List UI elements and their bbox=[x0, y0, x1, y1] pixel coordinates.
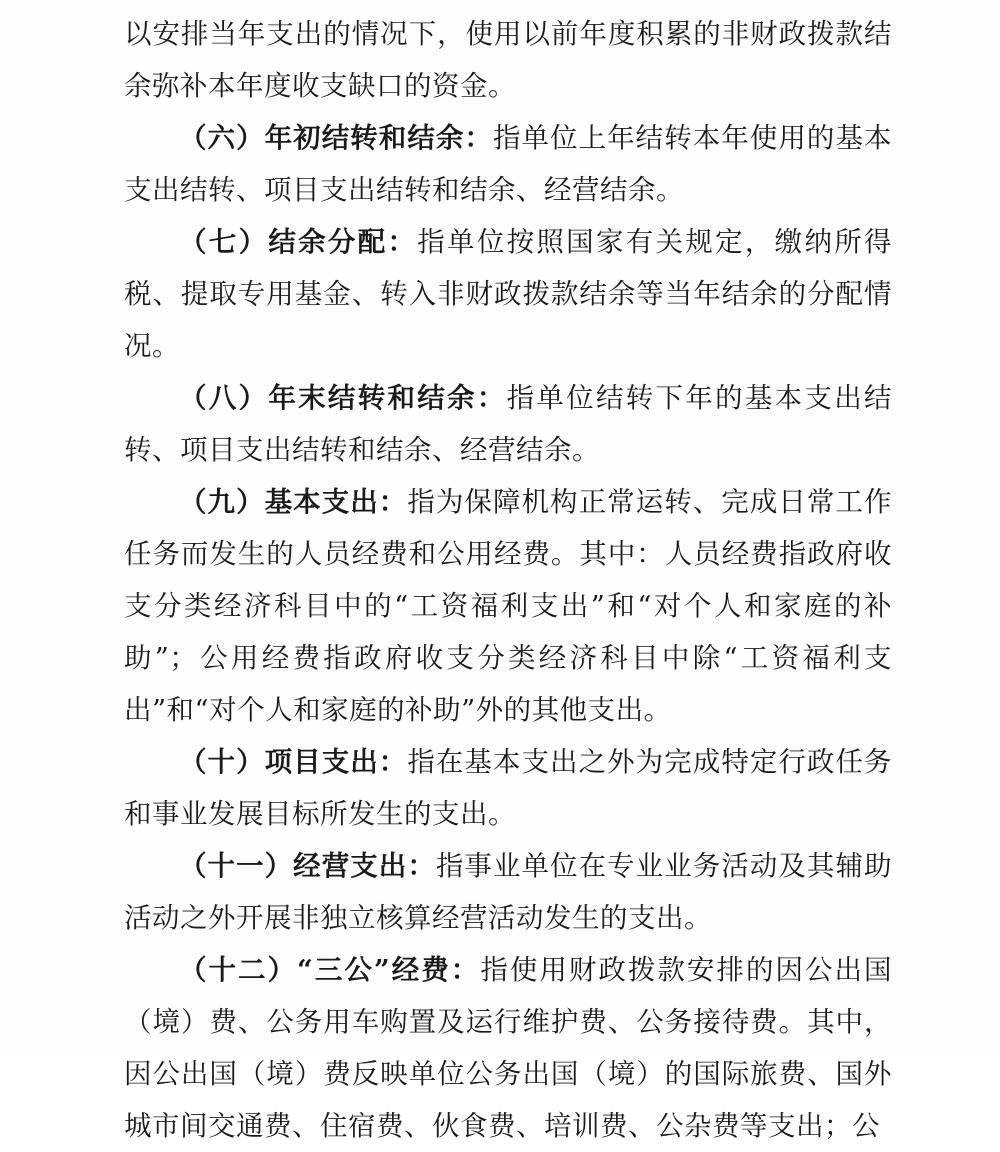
paragraph-continued: 以安排当年支出的情况下，使用以前年度积累的非财政拨款结余弥补本年度收支缺口的资金。 bbox=[124, 18, 892, 102]
term-label: （七）结余分配： bbox=[179, 226, 418, 258]
term-label: （八）年末结转和结余： bbox=[179, 382, 507, 414]
term-label: （十一）经营支出： bbox=[179, 850, 436, 882]
paragraph-item-11: （十一）经营支出：指事业单位在专业业务活动及其辅助活动之外开展非独立核算经营活动发生的支出。 bbox=[124, 850, 892, 934]
term-label: （六）年初结转和结余： bbox=[179, 122, 493, 154]
paragraph-item-10: （十）项目支出：指在基本支出之外为完成特定行政任务和事业发展目标所发生的支出。 bbox=[124, 746, 893, 830]
paragraph-item-9: （九）基本支出：指为保障机构正常运转、完成日常工作任务而发生的人员经费和公用经费。其中：人员经费指政府收支分类经济科目中的“工资福利支出”和“对个人和家庭的补助”；公用经费指政府收支分类经济科目中除“工资福利支出”和“对个人和家庭的补助”外的其他支出。 bbox=[124, 486, 893, 726]
paragraph-item-7: （七）结余分配：指单位按照国家有关规定，缴纳所得税、提取专用基金、转入非财政拨款结余等当年结余的分配情况。 bbox=[124, 226, 893, 362]
term-label: （九）基本支出： bbox=[179, 486, 408, 518]
term-label: （十二）“三公”经费： bbox=[179, 954, 481, 986]
document-body bbox=[124, 8, 892, 1152]
paragraph-item-12: （十二）“三公”经费：指使用财政拨款安排的因公出国（境）费、公务用车购置及运行维护费、公务接待费。其中，因公出国（境）费反映单位公务出国（境）的国际旅费、国外城市间交通费、住宿费、伙食费、培训费、公杂费等支出；公 bbox=[124, 954, 893, 1142]
paragraph-item-6: （六）年初结转和结余：指单位上年结转本年使用的基本支出结转、项目支出结转和结余、经营结余。 bbox=[124, 122, 893, 206]
paragraph-item-8: （八）年末结转和结余：指单位结转下年的基本支出结转、项目支出结转和结余、经营结余。 bbox=[124, 382, 892, 466]
term-label: （十）项目支出： bbox=[179, 746, 408, 778]
